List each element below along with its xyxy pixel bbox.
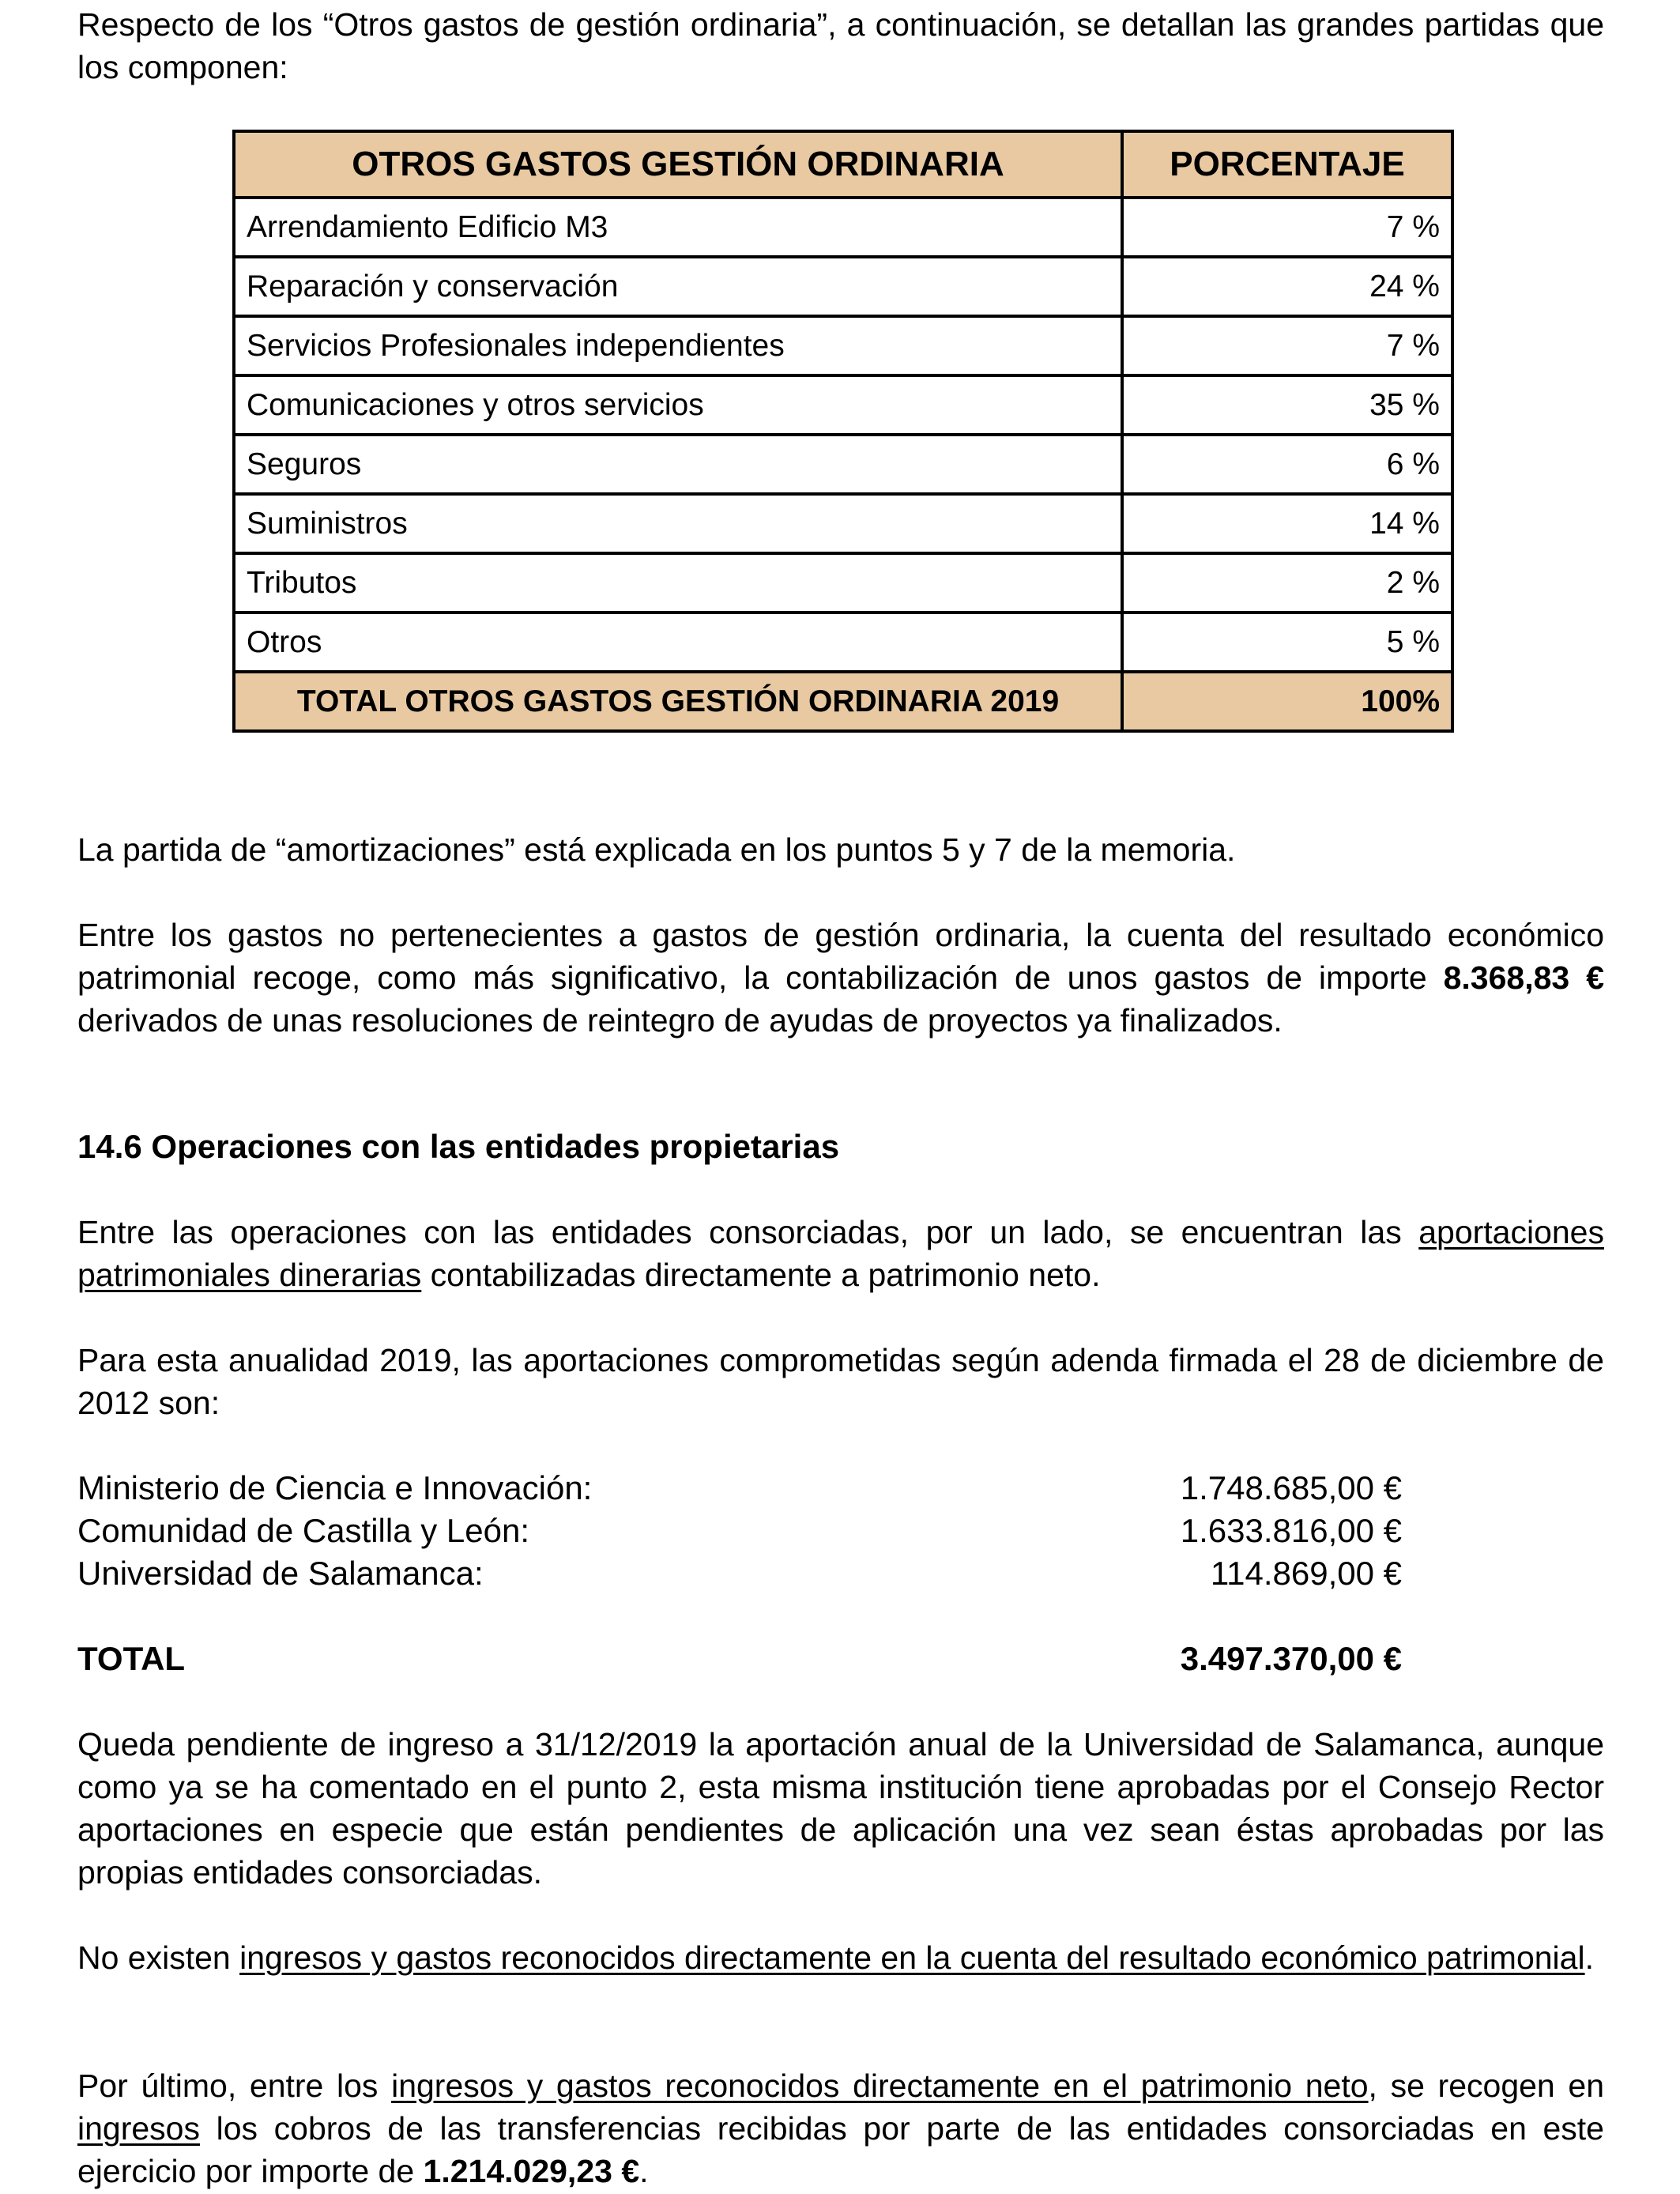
section-title: 14.6 Operaciones con las entidades propietarias bbox=[77, 1128, 840, 1165]
row-concept: Comunicaciones y otros servicios bbox=[234, 375, 1122, 435]
ultimo-paragraph bbox=[77, 2064, 1604, 2192]
table-row bbox=[234, 375, 1452, 435]
ultimo-text-mid-2: los cobros de las transferencias recibidas por parte de las entidades consorciadas en este ejercicio por importe de bbox=[77, 2110, 1604, 2189]
row-percent: 5 % bbox=[1122, 613, 1452, 672]
anualidad-paragraph: Para esta anualidad 2019, las aportaciones comprometidas según adenda firmada el 28 de diciembre de 2012 son: bbox=[77, 1342, 1604, 1421]
header-percent: PORCENTAJE bbox=[1122, 131, 1452, 198]
ultimo-text-after: . bbox=[639, 2153, 649, 2189]
row-percent: 6 % bbox=[1122, 435, 1452, 494]
ultimo-text-mid-1: , se recogen en bbox=[1368, 2068, 1604, 2104]
row-concept: Servicios Profesionales independientes bbox=[234, 316, 1122, 375]
table-row bbox=[234, 435, 1452, 494]
no-existen-text-before: No existen bbox=[77, 1940, 240, 1976]
operaciones-text-before: Entre las operaciones con las entidades consorciadas, por un lado, se encuentran las bbox=[77, 1214, 1419, 1250]
gastos-amount: 8.368,83 € bbox=[1443, 959, 1604, 996]
row-percent: 35 % bbox=[1122, 375, 1452, 435]
row-percent: 7 % bbox=[1122, 198, 1452, 257]
row-percent: 24 % bbox=[1122, 257, 1452, 316]
otros-gastos-table bbox=[232, 130, 1454, 733]
aportacion-entity: Ministerio de Ciencia e Innovación: bbox=[77, 1469, 593, 1506]
gastos-text-before: Entre los gastos no pertenecientes a gastos de gestión ordinaria, la cuenta del resultado económico patrimonial recoge, como más significativo, la contabilización de unos gastos de importe bbox=[77, 917, 1604, 996]
aportaciones-total bbox=[77, 1638, 1421, 1680]
row-concept: Tributos bbox=[234, 553, 1122, 613]
row-percent: 2 % bbox=[1122, 553, 1452, 613]
intro-paragraph: Respecto de los “Otros gastos de gestión ordinaria”, a continuación, se detallan las grandes partidas que los componen: bbox=[77, 6, 1604, 85]
row-concept: Reparación y conservación bbox=[234, 257, 1122, 316]
aportacion-amount: 1.748.685,00 € bbox=[1180, 1469, 1402, 1506]
total-amount: 3.497.370,00 € bbox=[1180, 1640, 1402, 1677]
table-row bbox=[234, 494, 1452, 553]
operaciones-paragraph bbox=[77, 1211, 1604, 1296]
amortizaciones-paragraph: La partida de “amortizaciones” está explicada en los puntos 5 y 7 de la memoria. bbox=[77, 831, 1236, 868]
operaciones-underlined: aportaciones patrimoniales dinerarias bbox=[77, 1214, 1604, 1293]
list-item bbox=[77, 1552, 1402, 1595]
row-concept: Otros bbox=[234, 613, 1122, 672]
table-row bbox=[234, 198, 1452, 257]
row-percent: 14 % bbox=[1122, 494, 1452, 553]
aportacion-amount: 114.869,00 € bbox=[1210, 1555, 1402, 1592]
row-concept: Suministros bbox=[234, 494, 1122, 553]
no-existen-paragraph bbox=[77, 1936, 1604, 1979]
list-item bbox=[77, 1467, 1402, 1510]
total-concept: TOTAL OTROS GASTOS GESTIÓN ORDINARIA 2019 bbox=[234, 672, 1122, 731]
aportacion-entity: Universidad de Salamanca: bbox=[77, 1555, 484, 1592]
table-row bbox=[234, 316, 1452, 375]
no-existen-text-after: . bbox=[1584, 1940, 1594, 1976]
list-item bbox=[77, 1510, 1402, 1552]
ultimo-amount: 1.214.029,23 € bbox=[423, 2153, 640, 2189]
gastos-text-after: derivados de unas resoluciones de reintegro de ayudas de proyectos ya finalizados. bbox=[77, 1002, 1283, 1039]
aportaciones-list bbox=[77, 1467, 1421, 1595]
row-percent: 7 % bbox=[1122, 316, 1452, 375]
pendiente-paragraph: Queda pendiente de ingreso a 31/12/2019 la aportación anual de la Universidad de Salamanca, aunque como ya se ha comentado en el punto 2, esta misma institución tiene aprobadas por el Consejo Rector aportaciones en especie que están pendientes de aplicación una vez sean éstas aprobadas por las propias entidades consorciadas. bbox=[77, 1726, 1604, 1891]
row-concept: Seguros bbox=[234, 435, 1122, 494]
table-row bbox=[234, 257, 1452, 316]
table-row bbox=[234, 553, 1452, 613]
operaciones-text-after: contabilizadas directamente a patrimonio neto. bbox=[421, 1257, 1101, 1293]
gastos-paragraph bbox=[77, 914, 1604, 1042]
row-concept: Arrendamiento Edificio M3 bbox=[234, 198, 1122, 257]
aportacion-amount: 1.633.816,00 € bbox=[1180, 1512, 1402, 1549]
header-concept: OTROS GASTOS GESTIÓN ORDINARIA bbox=[234, 131, 1122, 198]
total-label: TOTAL bbox=[77, 1640, 186, 1677]
total-percent: 100% bbox=[1122, 672, 1452, 731]
total-row bbox=[77, 1638, 1402, 1680]
table-total-row bbox=[234, 672, 1452, 731]
aportacion-entity: Comunidad de Castilla y León: bbox=[77, 1512, 530, 1549]
ultimo-underlined-1: ingresos y gastos reconocidos directamente en el patrimonio neto bbox=[391, 2068, 1369, 2104]
table-row bbox=[234, 613, 1452, 672]
no-existen-underlined: ingresos y gastos reconocidos directamente en la cuenta del resultado económico patrimonial bbox=[239, 1940, 1585, 1976]
ultimo-text-before: Por último, entre los bbox=[77, 2068, 392, 2104]
ultimo-underlined-2: ingresos bbox=[77, 2110, 200, 2147]
table-header-row bbox=[234, 131, 1452, 198]
